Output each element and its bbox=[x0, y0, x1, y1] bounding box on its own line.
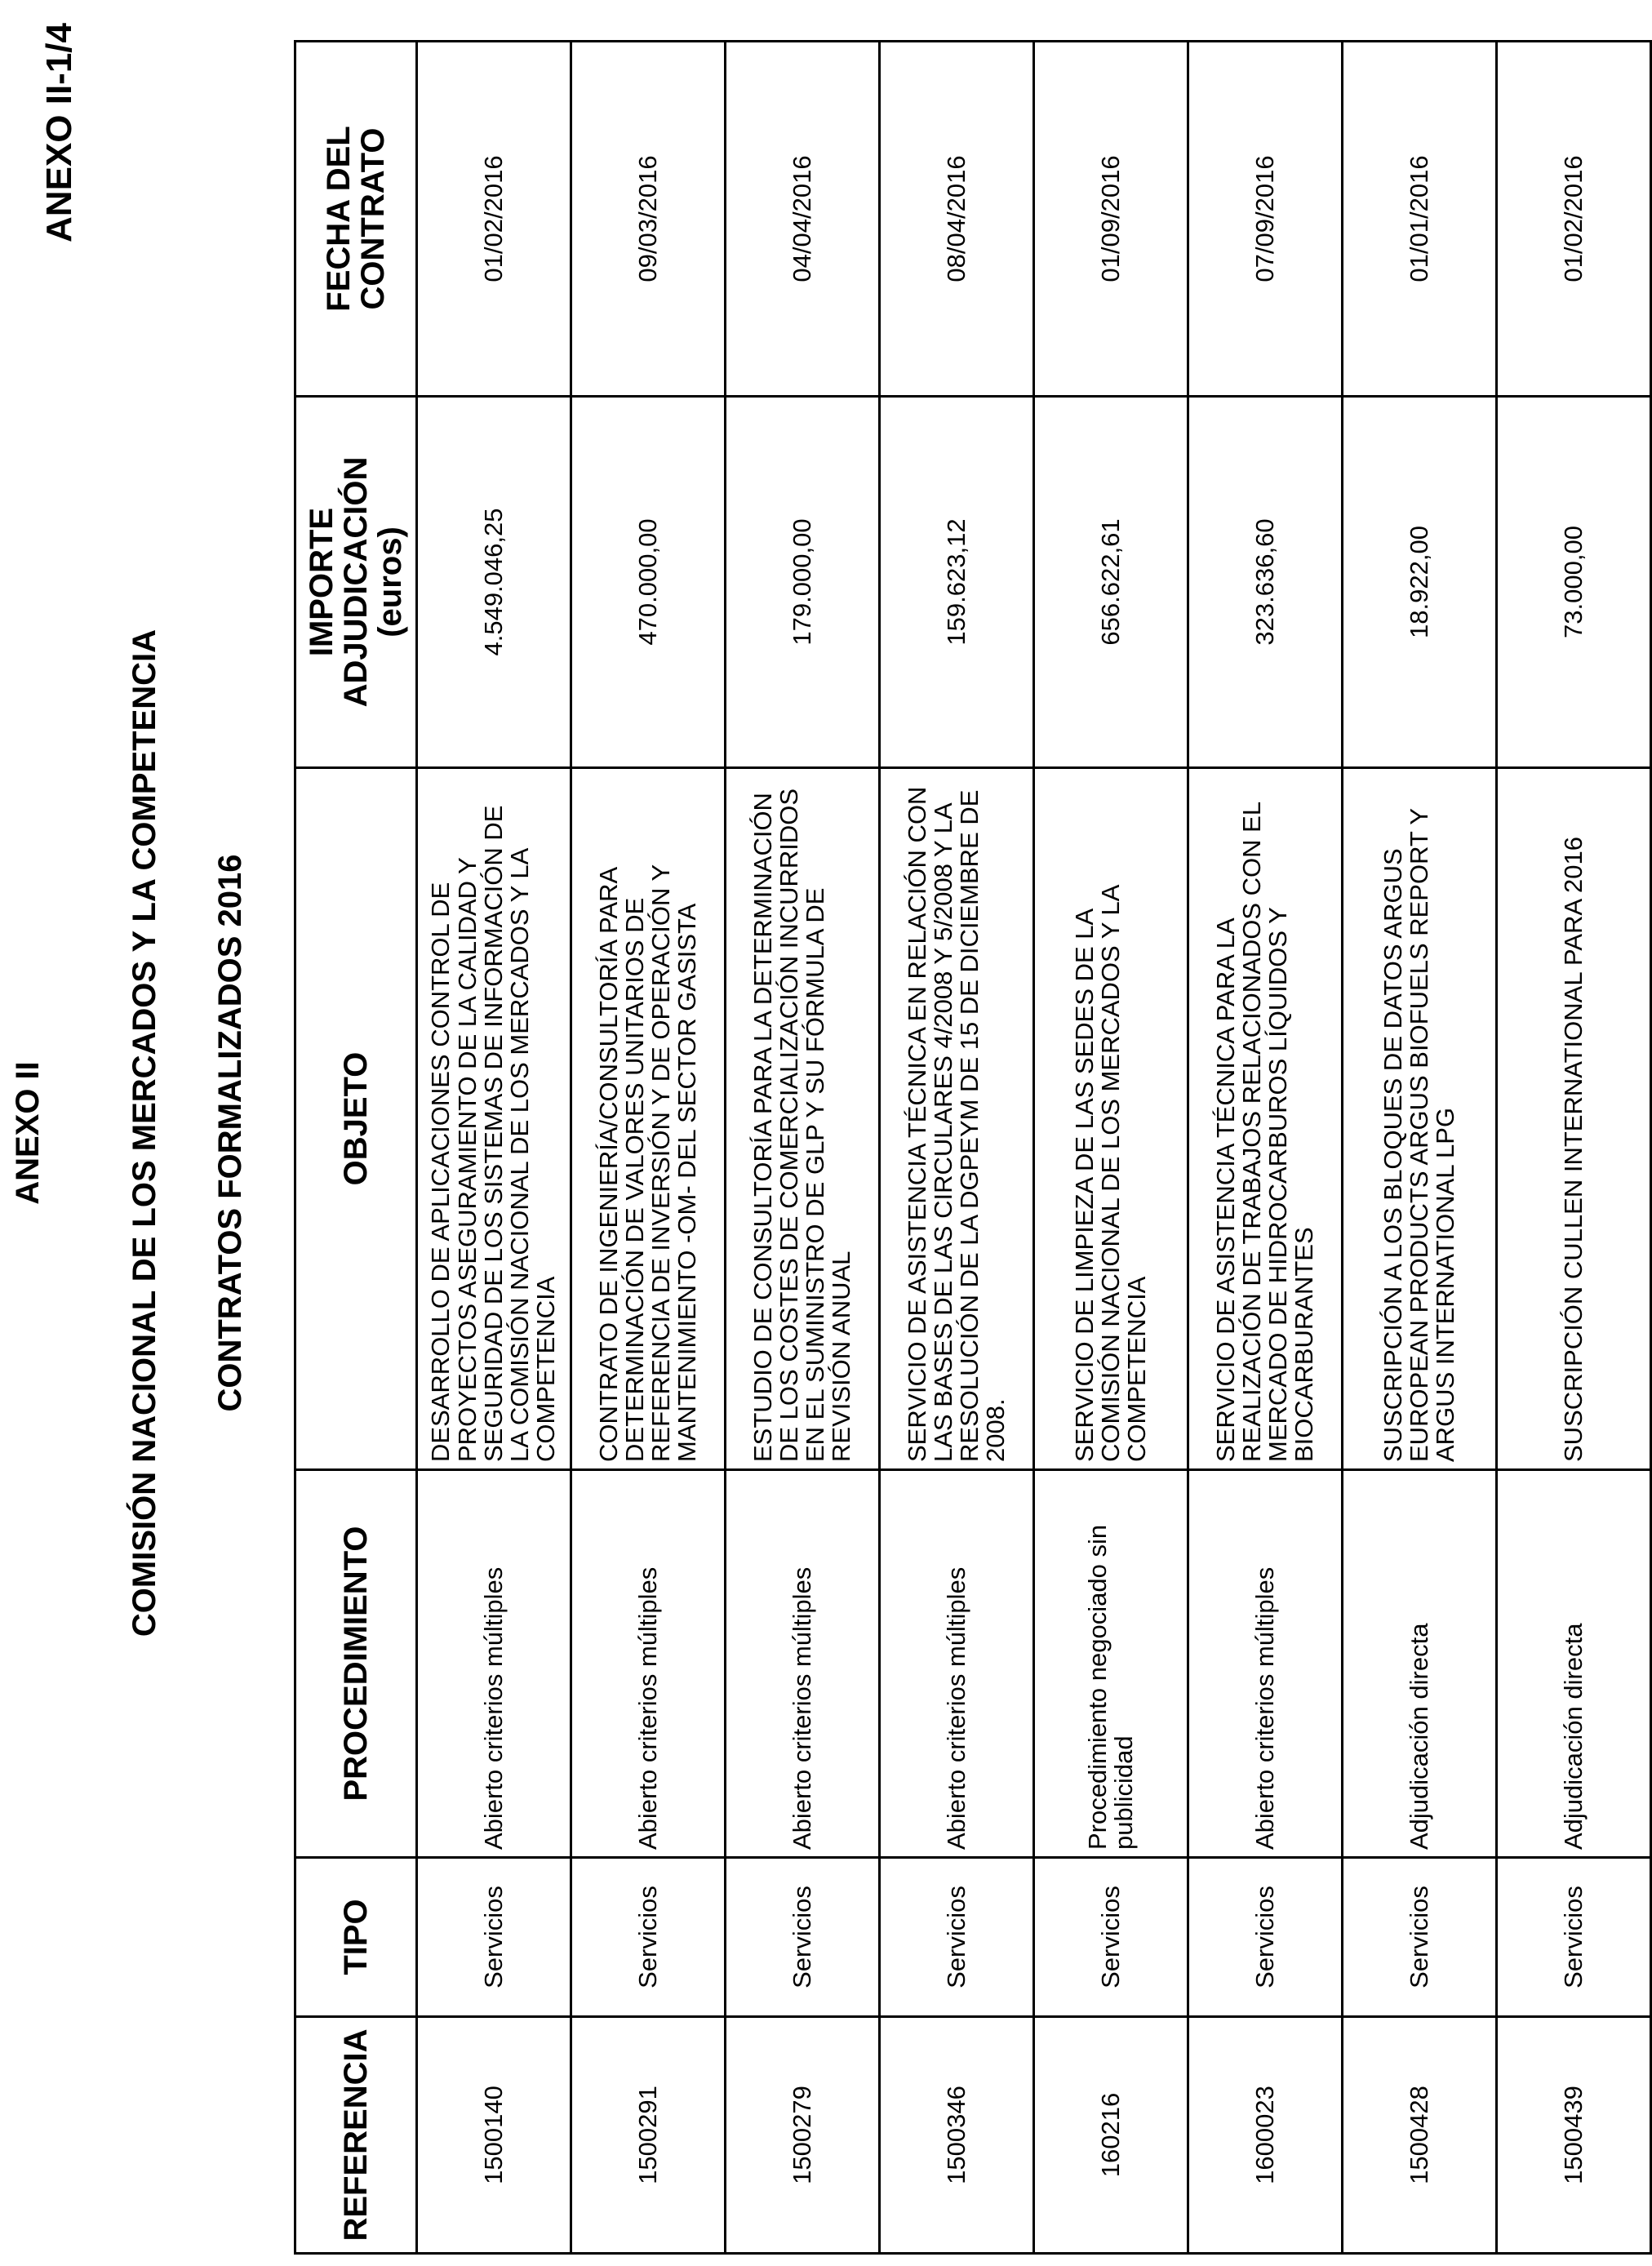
cell-importe: 73.000,00 bbox=[1497, 397, 1651, 768]
table-row bbox=[417, 42, 571, 2254]
cell-importe: 18.922,00 bbox=[1343, 397, 1497, 768]
cell-procedimiento: Abierto criterios múltiples bbox=[571, 1470, 726, 1858]
cell-tipo: Servicios bbox=[417, 1858, 571, 2017]
cell-objeto: SUSCRIPCIÓN CULLEN INTERNATIONAL PARA 2016 bbox=[1497, 768, 1651, 1470]
cell-referencia: 1500439 bbox=[1497, 2017, 1651, 2254]
annex-page-number: ANEXO II-1/4 bbox=[39, 23, 79, 242]
cell-tipo: Servicios bbox=[571, 1858, 726, 2017]
cell-importe: 323.636,60 bbox=[1188, 397, 1343, 768]
table-header-row bbox=[295, 42, 417, 2254]
cell-tipo: Servicios bbox=[726, 1858, 880, 2017]
cell-procedimiento: Adjudicación directa bbox=[1343, 1470, 1497, 1858]
column-header-procedimiento: PROCEDIMIENTO bbox=[295, 1470, 417, 1858]
cell-importe: 159.623,12 bbox=[880, 397, 1034, 768]
cell-referencia: 1500428 bbox=[1343, 2017, 1497, 2254]
fecha-header-line: FECHA DEL bbox=[321, 126, 357, 312]
cell-procedimiento: Abierto criterios múltiples bbox=[417, 1470, 571, 1858]
cell-fecha: 08/04/2016 bbox=[880, 42, 1034, 397]
fecha-header-line: CONTRATO bbox=[355, 127, 391, 310]
cell-tipo: Servicios bbox=[1343, 1858, 1497, 2017]
table-row bbox=[880, 42, 1034, 2254]
column-header-tipo: TIPO bbox=[295, 1858, 417, 2017]
cell-referencia: 1600023 bbox=[1188, 2017, 1343, 2254]
cell-fecha: 07/09/2016 bbox=[1188, 42, 1343, 397]
table-row bbox=[1188, 42, 1343, 2254]
cell-objeto: SUSCRIPCIÓN A LOS BLOQUES DE DATOS ARGUS EUROPEAN PRODUCTS ARGUS BIOFUELS REPORT Y ARGUS INTERNATIONAL LPG bbox=[1343, 768, 1497, 1470]
report-title: CONTRATOS FORMALIZADOS 2016 bbox=[212, 854, 248, 1412]
cell-referencia: 1500279 bbox=[726, 2017, 880, 2254]
cell-fecha: 01/01/2016 bbox=[1343, 42, 1497, 397]
cell-importe: 470.000,00 bbox=[571, 397, 726, 768]
cell-fecha: 04/04/2016 bbox=[726, 42, 880, 397]
cell-procedimiento: Adjudicación directa bbox=[1497, 1470, 1651, 1858]
cell-objeto: CONTRATO DE INGENIERÍA/CONSULTORÍA PARA DETERMINACIÓN DE VALORES UNITARIOS DE REFERENCIA DE INVERSIÓN Y DE OPERACIÓN Y MANTENIMIENTO -OM- DEL SECTOR GASISTA bbox=[571, 768, 726, 1470]
cell-procedimiento: Procedimiento negociado sin publicidad bbox=[1034, 1470, 1188, 1858]
cell-importe: 656.622,61 bbox=[1034, 397, 1188, 768]
table-row bbox=[1034, 42, 1188, 2254]
contracts-table bbox=[294, 40, 1652, 2255]
cell-objeto: DESARROLLO DE APLICACIONES CONTROL DE PROYECTOS ASEGURAMIENTO DE LA CALIDAD Y SEGURIDAD DE LOS SISTEMAS DE INFORMACIÓN DE LA COMISIÓN NACIONAL DE LOS MERCADOS Y LA COMPETENCIA bbox=[417, 768, 571, 1470]
cell-tipo: Servicios bbox=[1034, 1858, 1188, 2017]
column-header-objeto: OBJETO bbox=[295, 768, 417, 1470]
cell-referencia: 1500140 bbox=[417, 2017, 571, 2254]
table-row bbox=[726, 42, 880, 2254]
cell-referencia: 1500346 bbox=[880, 2017, 1034, 2254]
cell-objeto: ESTUDIO DE CONSULTORÍA PARA LA DETERMINACIÓN DE LOS COSTES DE COMERCIALIZACIÓN INCURRIDOS EN EL SUMINISTRO DE GLP Y SU FÓRMULA DE REVISIÓN ANUAL bbox=[726, 768, 880, 1470]
cell-objeto: SERVICIO DE LIMPIEZA DE LAS SEDES DE LA COMISIÓN NACIONAL DE LOS MERCADOS Y LA COMPETENCIA bbox=[1034, 768, 1188, 1470]
importe-header-line: ADJUDICACIÓN bbox=[338, 456, 374, 708]
cell-referencia: 1500291 bbox=[571, 2017, 726, 2254]
cell-tipo: Servicios bbox=[1497, 1858, 1651, 2017]
cell-importe: 4.549.046,25 bbox=[417, 397, 571, 768]
cell-referencia: 160216 bbox=[1034, 2017, 1188, 2254]
cell-fecha: 09/03/2016 bbox=[571, 42, 726, 397]
annex-title: ANEXO II bbox=[10, 1061, 46, 1205]
cell-fecha: 01/02/2016 bbox=[1497, 42, 1651, 397]
importe-header-line: IMPORTE bbox=[304, 507, 340, 657]
cell-objeto: SERVICIO DE ASISTENCIA TÉCNICA PARA LA REALIZACIÓN DE TRABAJOS RELACIONADOS CON EL MERCADO DE HIDROCARBUROS LÍQUIDOS Y BIOCARBURANTES bbox=[1188, 768, 1343, 1470]
commission-title: COMISIÓN NACIONAL DE LOS MERCADOS Y LA COMPETENCIA bbox=[127, 629, 162, 1637]
column-header-referencia: REFERENCIA bbox=[295, 2017, 417, 2254]
cell-procedimiento: Abierto criterios múltiples bbox=[726, 1470, 880, 1858]
cell-objeto: SERVICIO DE ASISTENCIA TÉCNICA EN RELACIÓN CON LAS BASES DE LAS CIRCULARES 4/2008 Y 5/2008 Y LA RESOLUCIÓN DE LA DGPEYM DE 15 DE DICIEMBRE DE 2008. bbox=[880, 768, 1034, 1470]
table-row bbox=[1497, 42, 1651, 2254]
cell-tipo: Servicios bbox=[880, 1858, 1034, 2017]
importe-header-line: (euros) bbox=[372, 527, 408, 638]
cell-procedimiento: Abierto criterios múltiples bbox=[880, 1470, 1034, 1858]
cell-tipo: Servicios bbox=[1188, 1858, 1343, 2017]
column-header-importe bbox=[295, 397, 417, 768]
cell-procedimiento: Abierto criterios múltiples bbox=[1188, 1470, 1343, 1858]
column-header-fecha bbox=[295, 42, 417, 397]
cell-fecha: 01/02/2016 bbox=[417, 42, 571, 397]
cell-importe: 179.000,00 bbox=[726, 397, 880, 768]
table-row bbox=[571, 42, 726, 2254]
table-row bbox=[1343, 42, 1497, 2254]
cell-fecha: 01/09/2016 bbox=[1034, 42, 1188, 397]
